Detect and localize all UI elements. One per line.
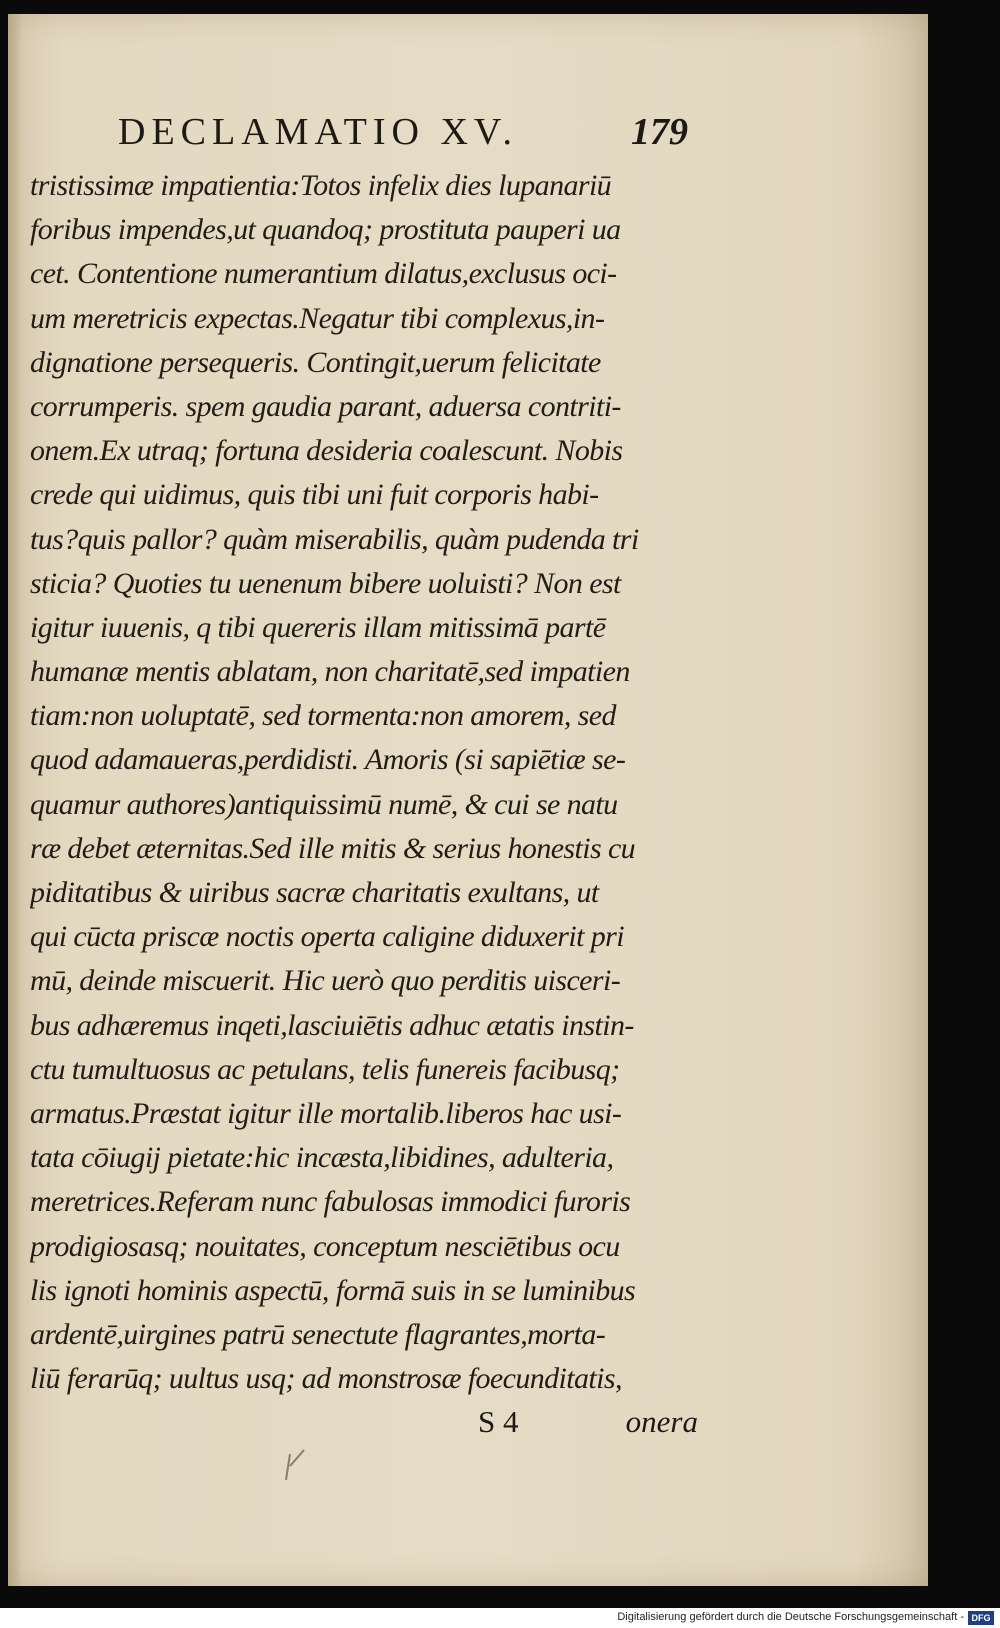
text-line: humanæ mentis ablatam, non charitatē,sed impatien xyxy=(30,655,630,689)
text-line: meretrices.Referam nunc fabulosas immodici furoris xyxy=(30,1185,631,1219)
text-line: foribus impendes,ut quandoq; prostituta pauperi ua xyxy=(30,213,621,247)
signature-mark: S 4 xyxy=(478,1404,519,1439)
text-line: piditatibus & uiribus sacræ charitatis exultans, ut xyxy=(30,876,599,909)
pencil-mark-icon xyxy=(280,1444,310,1484)
running-title: DECLAMATIO XV. xyxy=(118,111,518,153)
text-line: tiam:non uoluptatē, sed tormenta:non amorem, sed xyxy=(30,699,616,733)
text-line: armatus.Præstat igitur ille mortalib.liberos hac usi- xyxy=(30,1096,622,1130)
page-number: 179 xyxy=(631,111,688,153)
book-page xyxy=(8,14,928,1586)
text-line: prodigiosasq; nouitates, conceptum nesciētibus ocu xyxy=(30,1229,620,1263)
text-line: qui cūcta priscæ noctis operta caligine diduxerit pri xyxy=(30,920,624,954)
text-line: crede qui uidimus, quis tibi uni fuit corporis habi- xyxy=(30,478,599,512)
text-line: corrumperis. spem gaudia parant, aduersa contriti- xyxy=(30,389,621,423)
text-line: liū ferarūq; uultus usq; ad monstrosæ foecunditatis, xyxy=(30,1362,622,1396)
text-line: tata cōiugij pietate:hic incæsta,libidines, adulteria, xyxy=(30,1141,614,1175)
text-line: um meretricis expectas.Negatur tibi complexus,in- xyxy=(30,301,605,335)
text-line: bus adhæremus inqeti,lasciuiētis adhuc ætatis instin- xyxy=(30,1008,634,1042)
text-line: quamur authores)antiquissimū numē, & cui se natu xyxy=(30,787,618,821)
body-text xyxy=(30,164,690,1401)
text-line: tus?quis pallor? quàm miserabilis, quàm pudenda tri xyxy=(30,522,639,556)
page-header xyxy=(118,110,688,160)
text-line: ctu tumultuosus ac petulans, telis funereis facibusq; xyxy=(30,1052,620,1086)
text-line: quod adamaueras,perdidisti. Amoris (si sapiētiæ se- xyxy=(30,743,626,777)
page-footer xyxy=(478,1404,698,1444)
text-line: ræ debet æternitas.Sed ille mitis & serius honestis cu xyxy=(30,831,636,865)
credit-bar xyxy=(0,1608,1000,1628)
text-line: dignatione persequeris. Contingit,uerum felicitate xyxy=(30,345,601,379)
text-line: mū, deinde miscuerit. Hic uerò quo perditis uisceri- xyxy=(30,964,621,998)
text-line: ardentē,uirgines patrū senectute flagrantes,morta- xyxy=(30,1317,606,1351)
text-line: sticia? Quoties tu uenenum bibere uoluisti? Non est xyxy=(30,566,621,600)
text-line: tristissimæ impatientia:Totos infelix dies lupanariū xyxy=(30,169,612,202)
credit-text: Digitalisierung gefördert durch die Deutsche Forschungsgemeinschaft - xyxy=(617,1611,964,1623)
catchword: onera xyxy=(625,1404,698,1439)
text-line: lis ignoti hominis aspectū, formā suis in se luminibus xyxy=(30,1273,636,1307)
text-line: onem.Ex utraq; fortuna desideria coalescunt. Nobis xyxy=(30,434,623,468)
dfg-logo-icon: DFG xyxy=(968,1611,994,1625)
text-line: igitur iuuenis, q tibi quereris illam mitissimā partē xyxy=(30,610,606,644)
text-line: cet. Contentione numerantium dilatus,exclusus oci- xyxy=(30,257,617,291)
